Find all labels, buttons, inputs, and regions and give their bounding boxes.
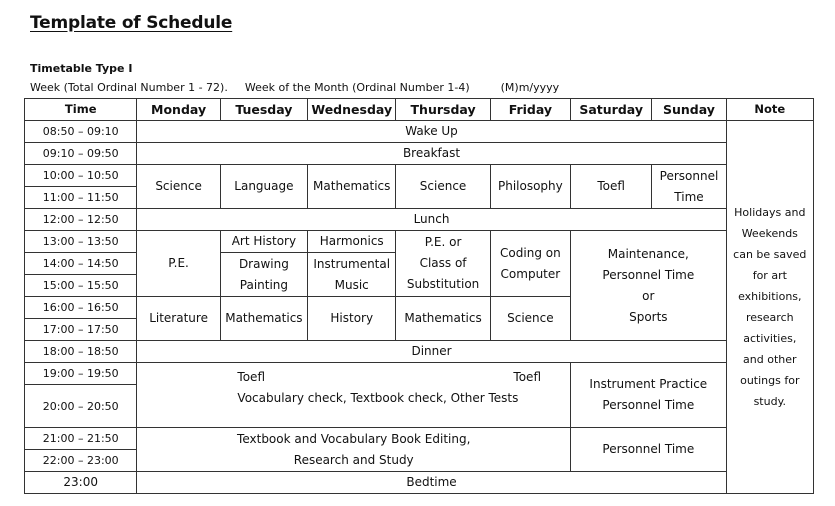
wednesday-morning-cell: Mathematics — [308, 165, 396, 209]
friday-late-cell: Science — [490, 297, 570, 341]
wednesday-afternoon-cell: Harmonics — [308, 231, 396, 253]
header-monday: Monday — [137, 99, 220, 121]
weekend-evening-cell: Instrument Practice Personnel Time — [571, 363, 727, 428]
tuesday-morning-cell: Language — [220, 165, 307, 209]
timetable-type: Timetable Type I — [30, 62, 133, 75]
dinner-cell: Dinner — [137, 341, 726, 363]
time-cell: 17:00 – 17:50 — [25, 319, 137, 341]
wednesday-afternoon-cell-2: Instrumental Music — [308, 253, 396, 297]
monday-afternoon-cell: P.E. — [137, 231, 220, 297]
header-tuesday: Tuesday — [220, 99, 307, 121]
header-saturday: Saturday — [571, 99, 652, 121]
toefl-right-label: Toefl — [513, 369, 541, 384]
weekend-afternoon-cell: Maintenance, Personnel Time or Sports — [571, 231, 727, 341]
time-cell: 20:00 – 20:50 — [25, 385, 137, 428]
schedule-table — [24, 98, 814, 494]
time-cell: 10:00 – 10:50 — [25, 165, 137, 187]
saturday-morning-cell: Toefl — [571, 165, 652, 209]
time-cell: 15:00 – 15:50 — [25, 275, 137, 297]
tuesday-late-cell: Mathematics — [220, 297, 307, 341]
table-row — [25, 363, 814, 385]
month-year-label: (M)m/yyyy — [500, 81, 560, 94]
time-cell: 16:00 – 16:50 — [25, 297, 137, 319]
time-cell: 14:00 – 14:50 — [25, 253, 137, 275]
lunch-cell: Lunch — [137, 209, 726, 231]
wednesday-late-cell: History — [308, 297, 396, 341]
table-row — [25, 428, 814, 450]
table-row — [25, 472, 814, 494]
tuesday-afternoon-cell: Art History — [220, 231, 307, 253]
page-title: Template of Schedule — [30, 13, 233, 33]
table-row — [25, 231, 814, 253]
table-row — [25, 209, 814, 231]
thursday-morning-cell: Science — [396, 165, 490, 209]
thursday-late-cell: Mathematics — [396, 297, 490, 341]
header-friday: Friday — [490, 99, 570, 121]
time-cell: 12:00 – 12:50 — [25, 209, 137, 231]
wake-up-cell: Wake Up — [137, 121, 726, 143]
header-time: Time — [25, 99, 137, 121]
weekday-night-cell: Textbook and Vocabulary Book Editing, Research and Study — [137, 428, 571, 472]
header-row — [25, 99, 814, 121]
breakfast-cell: Breakfast — [137, 143, 726, 165]
monday-late-cell: Literature — [137, 297, 220, 341]
sunday-morning-cell: Personnel Time — [652, 165, 726, 209]
week-ordinal-label: Week (Total Ordinal Number 1 - 72). — [30, 81, 228, 94]
time-cell: 18:00 – 18:50 — [25, 341, 137, 363]
monday-morning-cell: Science — [137, 165, 220, 209]
table-row — [25, 341, 814, 363]
header-note: Note — [726, 99, 813, 121]
tuesday-afternoon-cell-2: Drawing Painting — [220, 253, 307, 297]
header-wednesday: Wednesday — [308, 99, 396, 121]
tests-label: Vocabulary check, Textbook check, Other Tests — [237, 390, 519, 405]
friday-morning-cell: Philosophy — [490, 165, 570, 209]
header-thursday: Thursday — [396, 99, 490, 121]
time-cell: 23:00 — [25, 472, 137, 494]
table-row — [25, 121, 814, 143]
week-of-month-label: Week of the Month (Ordinal Number 1-4) — [244, 81, 470, 94]
toefl-left-label: Toefl — [237, 369, 265, 384]
table-row — [25, 165, 814, 187]
time-cell: 22:00 – 23:00 — [25, 450, 137, 472]
time-cell: 21:00 – 21:50 — [25, 428, 137, 450]
time-cell: 09:10 – 09:50 — [25, 143, 137, 165]
time-cell: 13:00 – 13:50 — [25, 231, 137, 253]
table-row — [25, 143, 814, 165]
week-line — [30, 81, 559, 94]
thursday-afternoon-cell: P.E. or Class of Substitution — [396, 231, 490, 297]
weekday-evening-cell — [137, 363, 571, 428]
time-cell: 08:50 – 09:10 — [25, 121, 137, 143]
weekend-night-cell: Personnel Time — [571, 428, 727, 472]
header-sunday: Sunday — [652, 99, 726, 121]
note-cell: Holidays and Weekends can be saved for art exhibitions, research activities, and other outings for study. — [726, 121, 813, 494]
time-cell: 11:00 – 11:50 — [25, 187, 137, 209]
friday-afternoon-cell: Coding on Computer — [490, 231, 570, 297]
bedtime-cell: Bedtime — [137, 472, 726, 494]
time-cell: 19:00 – 19:50 — [25, 363, 137, 385]
